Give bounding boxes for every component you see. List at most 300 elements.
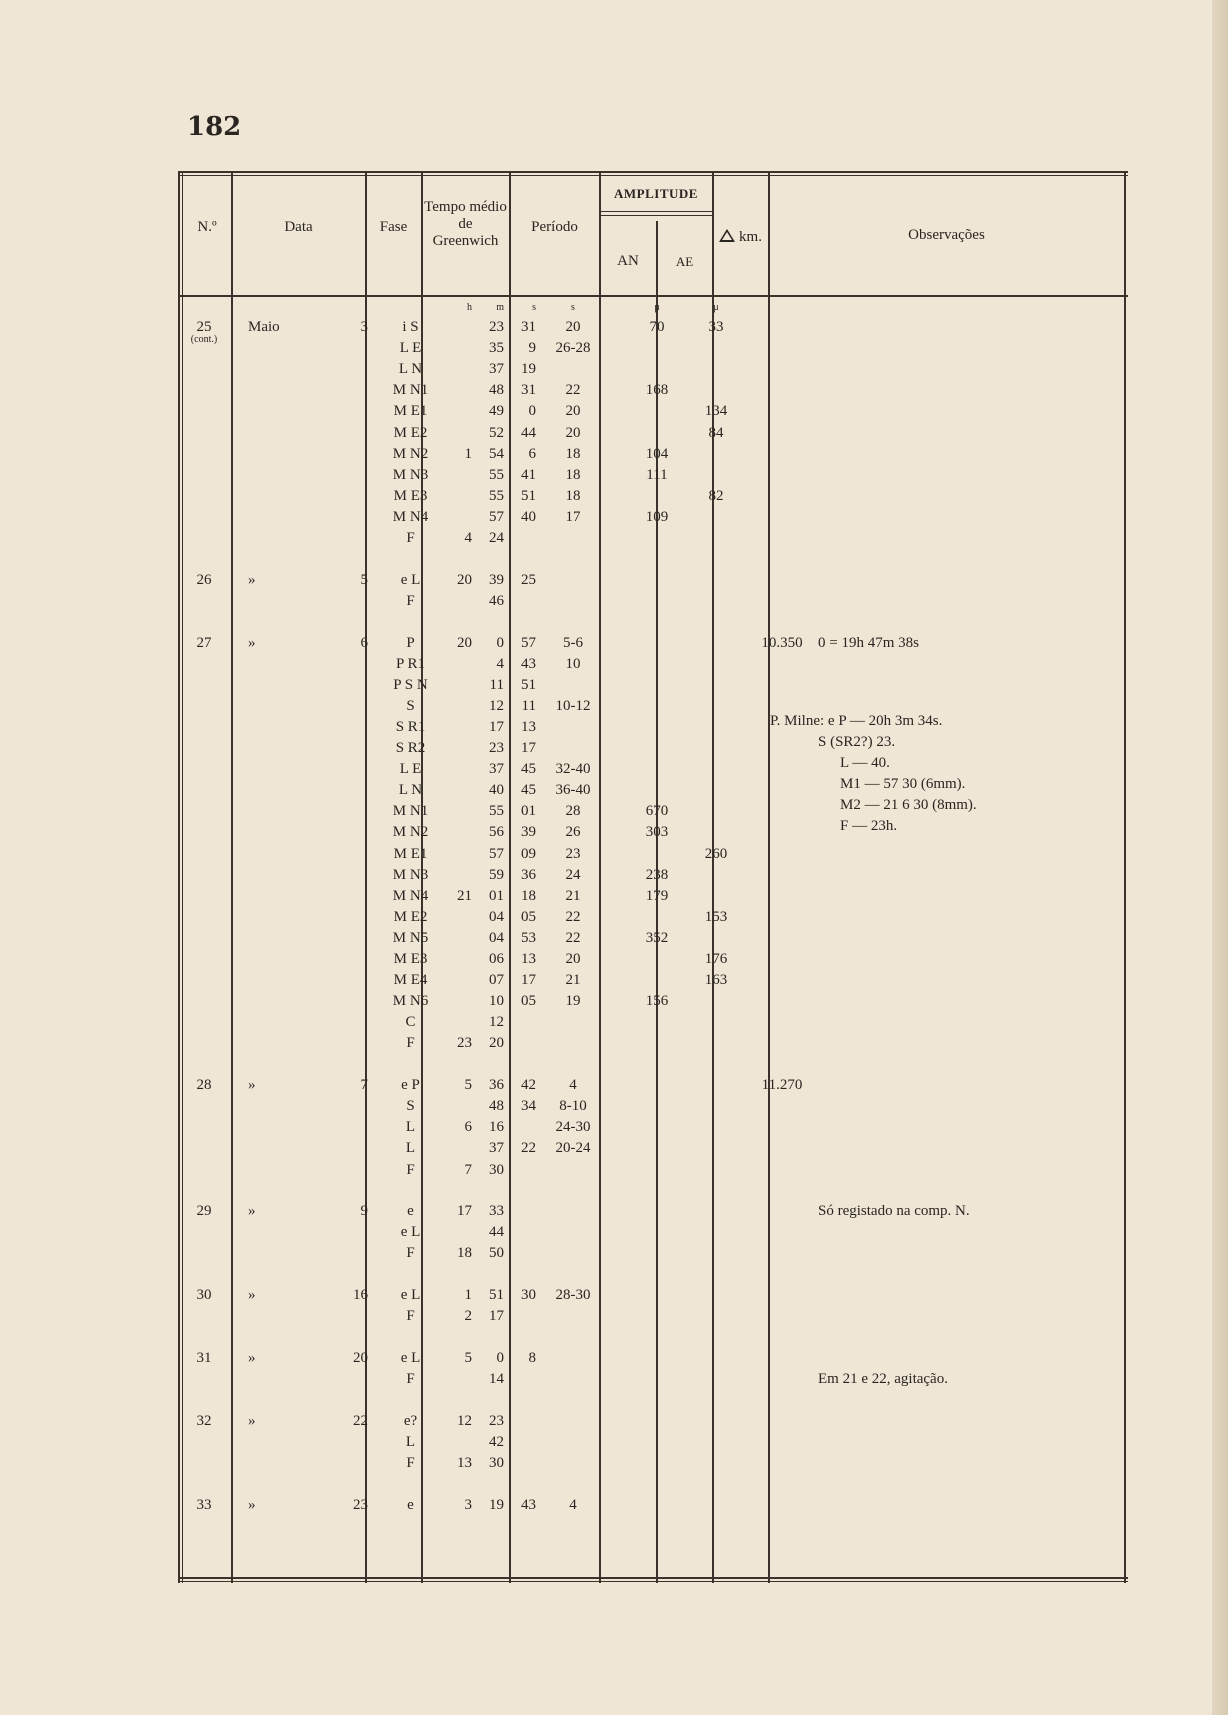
cell-an: 303 — [645, 824, 669, 841]
cell-m: 52 — [489, 424, 504, 441]
table-bottom-border-inner — [178, 1581, 1128, 1582]
cell-m: 51 — [489, 1287, 504, 1304]
cell-no: 27 — [196, 634, 212, 651]
header-amplitude: AMPLITUDE — [614, 186, 698, 201]
cell-s: 13 — [521, 951, 536, 967]
table-row — [178, 401, 1128, 422]
cell-h: 3 — [464, 1496, 472, 1513]
table-row — [178, 949, 1128, 970]
table-row — [178, 1096, 1128, 1117]
cell-m: 4 — [496, 655, 504, 672]
table-row — [178, 907, 1128, 928]
cell-h: 12 — [457, 1412, 472, 1429]
cell-ae: 134 — [704, 403, 728, 420]
cell-h: 21 — [457, 887, 472, 904]
milne-note-line: M1 — 57 30 (6mm). — [840, 775, 966, 792]
cell-m: 46 — [489, 592, 504, 609]
cell-s: 57 — [521, 634, 536, 651]
cell-fase: P S N — [393, 676, 428, 693]
header-tempo-line-3: Greenwich — [432, 233, 499, 249]
cell-per: 18 — [565, 466, 581, 483]
cell-per: 20-24 — [555, 1140, 591, 1157]
cell-s: 11 — [521, 697, 536, 714]
cell-m: 20 — [489, 1035, 504, 1052]
cell-h: 2 — [464, 1308, 472, 1325]
cell-fase: F — [406, 592, 415, 609]
table-row — [178, 822, 1128, 843]
table-row — [178, 1222, 1128, 1243]
table-row — [178, 886, 1128, 907]
cell-s: 31 — [521, 382, 536, 399]
cell-month: » — [248, 571, 256, 588]
table-row — [178, 1495, 1128, 1516]
cell-s: 34 — [521, 1098, 536, 1115]
cell-m: 56 — [489, 824, 504, 841]
cell-m: 49 — [489, 403, 504, 420]
table-row — [178, 1033, 1128, 1054]
cell-h: 18 — [457, 1245, 472, 1262]
cell-per: 26 — [565, 824, 581, 841]
cell-fase: M N4 — [392, 508, 429, 525]
cell-fase: F — [406, 1035, 415, 1052]
cell-m: 11 — [489, 676, 504, 693]
table-row — [178, 717, 1128, 738]
cell-an: 109 — [645, 508, 669, 525]
cell-an: 111 — [646, 466, 668, 483]
cell-fase: e — [407, 1203, 414, 1220]
cell-s: 31 — [521, 319, 536, 335]
header-tempo-line-1: Tempo médio — [424, 199, 507, 215]
cell-fase: C — [405, 1014, 416, 1031]
cell-fase: F — [406, 530, 415, 546]
cell-s: 9 — [528, 340, 536, 357]
cell-fase: F — [406, 1308, 415, 1325]
table-row — [178, 338, 1128, 359]
cell-fase: e L — [400, 1287, 421, 1304]
cell-fase: F — [406, 1245, 415, 1262]
cell-per: 22 — [565, 382, 581, 399]
cell-m: 23 — [489, 740, 504, 756]
cell-fase: S — [406, 697, 415, 714]
table-row — [178, 1160, 1128, 1181]
table-row — [178, 423, 1128, 444]
cell-m: 33 — [489, 1203, 504, 1220]
cell-fase: M N3 — [392, 866, 429, 883]
cell-per: 21 — [565, 887, 581, 904]
header-obs: Observações — [908, 227, 985, 243]
cell-m: 10 — [489, 993, 504, 1010]
cell-m: 54 — [489, 445, 504, 462]
cell-m: 39 — [489, 571, 504, 588]
cell-month: Maio — [248, 319, 280, 335]
cell-per: 23 — [565, 845, 581, 862]
cell-fase: P — [406, 634, 415, 651]
page-edge — [1212, 0, 1228, 1715]
amplitude-rule-2 — [599, 215, 712, 216]
header-tempo — [422, 199, 509, 250]
cell-m: 40 — [489, 782, 504, 799]
cell-fase: e L — [400, 1224, 421, 1241]
cell-m: 12 — [489, 697, 504, 714]
header-tempo-line-2: de — [458, 216, 473, 232]
cell-month: » — [248, 1496, 256, 1513]
cell-fase: M E1 — [393, 403, 428, 420]
seismic-table — [178, 171, 1128, 1711]
cell-fase: M N4 — [392, 887, 429, 904]
table-row — [178, 1306, 1128, 1327]
cell-fase: L E — [399, 761, 422, 778]
delta-icon — [719, 229, 735, 242]
cell-m: 07 — [489, 972, 504, 989]
cell-m: 48 — [489, 1098, 504, 1115]
cell-s: 13 — [521, 718, 536, 735]
cell-no: 32 — [196, 1412, 212, 1429]
cell-day: 22 — [353, 1412, 368, 1429]
table-row — [178, 865, 1128, 886]
table-row — [178, 465, 1128, 486]
cell-h: 20 — [457, 634, 472, 651]
cell-s: 36 — [521, 866, 536, 883]
table-row — [178, 1411, 1128, 1432]
table-row — [178, 486, 1128, 507]
cell-per: 32-40 — [555, 761, 591, 778]
table-row — [178, 359, 1128, 380]
cell-m: 55 — [489, 466, 504, 483]
cell-s: 05 — [521, 908, 536, 925]
cell-fase: M E2 — [393, 424, 428, 441]
cell-per: 28-30 — [555, 1287, 591, 1304]
cell-month: » — [248, 1287, 256, 1304]
cell-s: 6 — [528, 445, 536, 462]
header-data: Data — [284, 219, 313, 235]
table-row — [178, 507, 1128, 528]
cell-per: 4 — [569, 1077, 577, 1094]
header-fase: Fase — [379, 219, 408, 235]
header-km-label: km. — [739, 229, 762, 245]
cell-fase: M N6 — [392, 993, 429, 1010]
cell-h: 5 — [464, 1349, 472, 1366]
table-row — [178, 654, 1128, 675]
cell-per: 20 — [565, 403, 581, 420]
cell-day: 6 — [360, 634, 368, 651]
table-row — [178, 738, 1128, 759]
cell-note: (cont.) — [190, 334, 218, 345]
cell-per: 10 — [565, 655, 581, 672]
cell-an: 156 — [645, 993, 669, 1010]
milne-note-line: S (SR2?) 23. — [818, 733, 896, 750]
cell-an: 352 — [645, 929, 669, 946]
header-an: AN — [617, 253, 639, 269]
cell-m: 44 — [489, 1224, 504, 1241]
cell-per: 21 — [565, 972, 581, 989]
cell-an: 168 — [645, 382, 669, 399]
cell-s: 53 — [521, 929, 536, 946]
cell-fase: L E — [399, 340, 422, 357]
table-row — [178, 1117, 1128, 1138]
table-row — [178, 801, 1128, 822]
table-row — [178, 1348, 1128, 1369]
cell-per: 19 — [565, 993, 581, 1010]
table-row — [178, 675, 1128, 696]
cell-fase: L — [405, 1140, 416, 1157]
header-km — [713, 229, 768, 246]
cell-ae: 33 — [708, 319, 724, 335]
cell-obs: 0 = 19h 47m 38s — [818, 634, 919, 651]
cell-fase: M N5 — [392, 929, 429, 946]
cell-per: 20 — [565, 424, 581, 441]
cell-an: 238 — [645, 866, 669, 883]
cell-m: 55 — [489, 803, 504, 820]
cell-ae: 163 — [704, 972, 728, 989]
cell-s: 51 — [521, 487, 536, 504]
cell-h: 6 — [464, 1119, 472, 1136]
cell-no: 30 — [196, 1287, 212, 1304]
cell-h: 1 — [464, 445, 472, 462]
cell-fase: e L — [400, 1349, 421, 1366]
cell-m: 17 — [489, 1308, 504, 1325]
cell-m: 30 — [489, 1161, 504, 1178]
cell-m: 37 — [489, 1140, 504, 1157]
unit-h: h — [467, 302, 472, 313]
unit-m: m — [496, 302, 504, 313]
cell-fase: i S — [402, 319, 419, 335]
cell-km: 11.270 — [761, 1077, 803, 1094]
cell-m: 24 — [489, 530, 504, 546]
table-row — [178, 528, 1128, 549]
table-row — [178, 633, 1128, 654]
cell-per: 8-10 — [559, 1098, 587, 1115]
cell-fase: S — [406, 1098, 415, 1115]
table-row — [178, 1075, 1128, 1096]
cell-m: 12 — [489, 1014, 504, 1031]
cell-h: 23 — [457, 1035, 472, 1052]
cell-ae: 82 — [708, 487, 724, 504]
cell-fase: L N — [398, 782, 423, 799]
cell-day: 20 — [353, 1349, 368, 1366]
cell-fase: F — [406, 1161, 415, 1178]
cell-s: 45 — [521, 782, 536, 799]
cell-h: 7 — [464, 1161, 472, 1178]
cell-per: 26-28 — [555, 340, 591, 357]
cell-per: 10-12 — [555, 697, 591, 714]
cell-fase: M N2 — [392, 824, 429, 841]
cell-fase: S R1 — [395, 718, 426, 735]
cell-per: 22 — [565, 908, 581, 925]
units-row — [178, 297, 1128, 318]
cell-h: 1 — [464, 1287, 472, 1304]
cell-s: 30 — [521, 1287, 536, 1304]
cell-an: 179 — [645, 887, 669, 904]
cell-s: 05 — [521, 993, 536, 1010]
cell-per: 28 — [565, 803, 581, 820]
cell-per: 36-40 — [555, 782, 591, 799]
milne-note-line: M2 — 21 6 30 (8mm). — [840, 796, 977, 813]
cell-per: 5-6 — [563, 634, 583, 651]
cell-fase: M E2 — [393, 908, 428, 925]
cell-m: 37 — [489, 761, 504, 778]
cell-h: 20 — [457, 571, 472, 588]
cell-day: 23 — [353, 1496, 368, 1513]
table-row — [178, 1285, 1128, 1306]
header-no: N.º — [197, 219, 217, 235]
milne-note-line: F — 23h. — [840, 817, 898, 834]
cell-m: 59 — [489, 866, 504, 883]
table-row — [178, 317, 1128, 345]
cell-fase: M N3 — [392, 466, 429, 483]
cell-month: » — [248, 1412, 256, 1429]
cell-s: 43 — [521, 1496, 536, 1513]
cell-fase: M N1 — [392, 382, 429, 399]
cell-per: 22 — [565, 929, 581, 946]
unit-an: μ — [654, 302, 660, 313]
table-row — [178, 844, 1128, 865]
cell-fase: e? — [403, 1412, 418, 1429]
cell-no: 31 — [196, 1349, 212, 1366]
cell-fase: M E1 — [393, 845, 428, 862]
cell-no: 28 — [196, 1077, 212, 1094]
cell-fase: e — [407, 1496, 414, 1513]
milne-note-line: L — 40. — [840, 754, 890, 771]
table-row — [178, 1012, 1128, 1033]
table-row — [178, 759, 1128, 780]
cell-s: 19 — [521, 361, 536, 378]
cell-s: 42 — [521, 1077, 536, 1094]
cell-m: 30 — [489, 1454, 504, 1471]
cell-s: 40 — [521, 508, 536, 525]
cell-ae: 84 — [708, 424, 724, 441]
amplitude-rule-1 — [599, 211, 712, 212]
cell-ae: 260 — [704, 845, 728, 862]
cell-s: 09 — [521, 845, 536, 862]
cell-fase: F — [406, 1371, 415, 1387]
cell-s: 0 — [528, 403, 536, 420]
cell-s: 22 — [521, 1140, 536, 1157]
cell-fase: M E4 — [393, 972, 428, 989]
cell-m: 17 — [489, 718, 504, 735]
cell-fase: S R2 — [395, 740, 426, 756]
cell-m: 55 — [489, 487, 504, 504]
table-row — [178, 444, 1128, 465]
cell-fase: L — [405, 1119, 416, 1136]
cell-obs: Só registado na comp. N. — [818, 1203, 970, 1220]
cell-per: 20 — [565, 951, 581, 967]
cell-day: 5 — [360, 571, 368, 588]
page-number: 182 — [187, 112, 242, 142]
cell-obs: Em 21 e 22, agitação. — [818, 1371, 948, 1387]
cell-m: 04 — [489, 908, 504, 925]
cell-m: 37 — [489, 361, 504, 378]
cell-fase: L — [405, 1433, 416, 1450]
cell-fase: M E3 — [393, 487, 428, 504]
table-row — [178, 1453, 1128, 1474]
cell-s: 41 — [521, 466, 536, 483]
cell-no: 29 — [196, 1203, 212, 1220]
table-row — [178, 591, 1128, 612]
cell-fase: e L — [400, 571, 421, 588]
cell-month: » — [248, 634, 256, 651]
cell-day: 7 — [360, 1077, 368, 1094]
table-row — [178, 1201, 1128, 1222]
cell-s: 01 — [521, 803, 536, 820]
cell-s: 17 — [521, 740, 536, 756]
cell-m: 0 — [496, 634, 504, 651]
cell-m: 35 — [489, 340, 504, 357]
header-periodo: Período — [531, 219, 578, 235]
table-row — [178, 780, 1128, 801]
cell-per: 18 — [565, 487, 581, 504]
table-row — [178, 570, 1128, 591]
cell-an: 70 — [649, 319, 665, 335]
cell-month: » — [248, 1349, 256, 1366]
cell-per: 24 — [565, 866, 581, 883]
cell-m: 36 — [489, 1077, 504, 1094]
cell-ae: 176 — [704, 951, 728, 967]
cell-m: 19 — [489, 1496, 504, 1513]
cell-month: » — [248, 1077, 256, 1094]
cell-day: 3 — [360, 319, 368, 335]
cell-per: 18 — [565, 445, 581, 462]
unit-ae: μ — [713, 302, 719, 313]
cell-m: 57 — [489, 508, 504, 525]
unit-s: s — [532, 302, 536, 313]
cell-no: 25 — [196, 319, 212, 335]
table-row — [178, 1369, 1128, 1390]
table-row — [178, 928, 1128, 949]
cell-fase: F — [406, 1454, 415, 1471]
cell-h: 5 — [464, 1077, 472, 1094]
table-top-border — [178, 171, 1128, 173]
cell-s: 39 — [521, 824, 536, 841]
cell-s: 18 — [521, 887, 536, 904]
cell-km: 10.350 — [761, 634, 803, 651]
cell-m: 42 — [489, 1433, 504, 1450]
cell-no: 33 — [196, 1496, 212, 1513]
table-row — [178, 970, 1128, 991]
cell-m: 57 — [489, 845, 504, 862]
cell-fase: e P — [401, 1077, 420, 1094]
cell-ae: 153 — [704, 908, 728, 925]
cell-fase: M N2 — [392, 445, 429, 462]
cell-s: 44 — [521, 424, 536, 441]
cell-m: 06 — [489, 951, 504, 967]
cell-m: 16 — [489, 1119, 504, 1136]
cell-s: 25 — [521, 571, 536, 588]
cell-m: 0 — [496, 1349, 504, 1366]
cell-an: 670 — [645, 803, 669, 820]
table-row — [178, 696, 1128, 717]
cell-per: 24-30 — [555, 1119, 591, 1136]
cell-per: 17 — [565, 508, 581, 525]
cell-h: 4 — [464, 530, 472, 546]
cell-s: 45 — [521, 761, 536, 778]
cell-s: 51 — [521, 676, 536, 693]
table-row — [178, 1432, 1128, 1453]
cell-no: 26 — [196, 571, 212, 588]
cell-fase: P R1 — [395, 655, 426, 672]
cell-fase: M E3 — [393, 951, 428, 967]
cell-m: 23 — [489, 1412, 504, 1429]
table-top-border-inner — [178, 175, 1128, 176]
table-row — [178, 380, 1128, 401]
cell-m: 23 — [489, 319, 504, 335]
cell-fase: M N1 — [392, 803, 429, 820]
milne-note-line: P. Milne: e P — 20h 3m 34s. — [770, 712, 943, 729]
cell-m: 50 — [489, 1245, 504, 1262]
header-ae: AE — [675, 254, 694, 269]
cell-m: 04 — [489, 929, 504, 946]
cell-fase: L N — [398, 361, 423, 378]
cell-per: 4 — [569, 1496, 577, 1513]
